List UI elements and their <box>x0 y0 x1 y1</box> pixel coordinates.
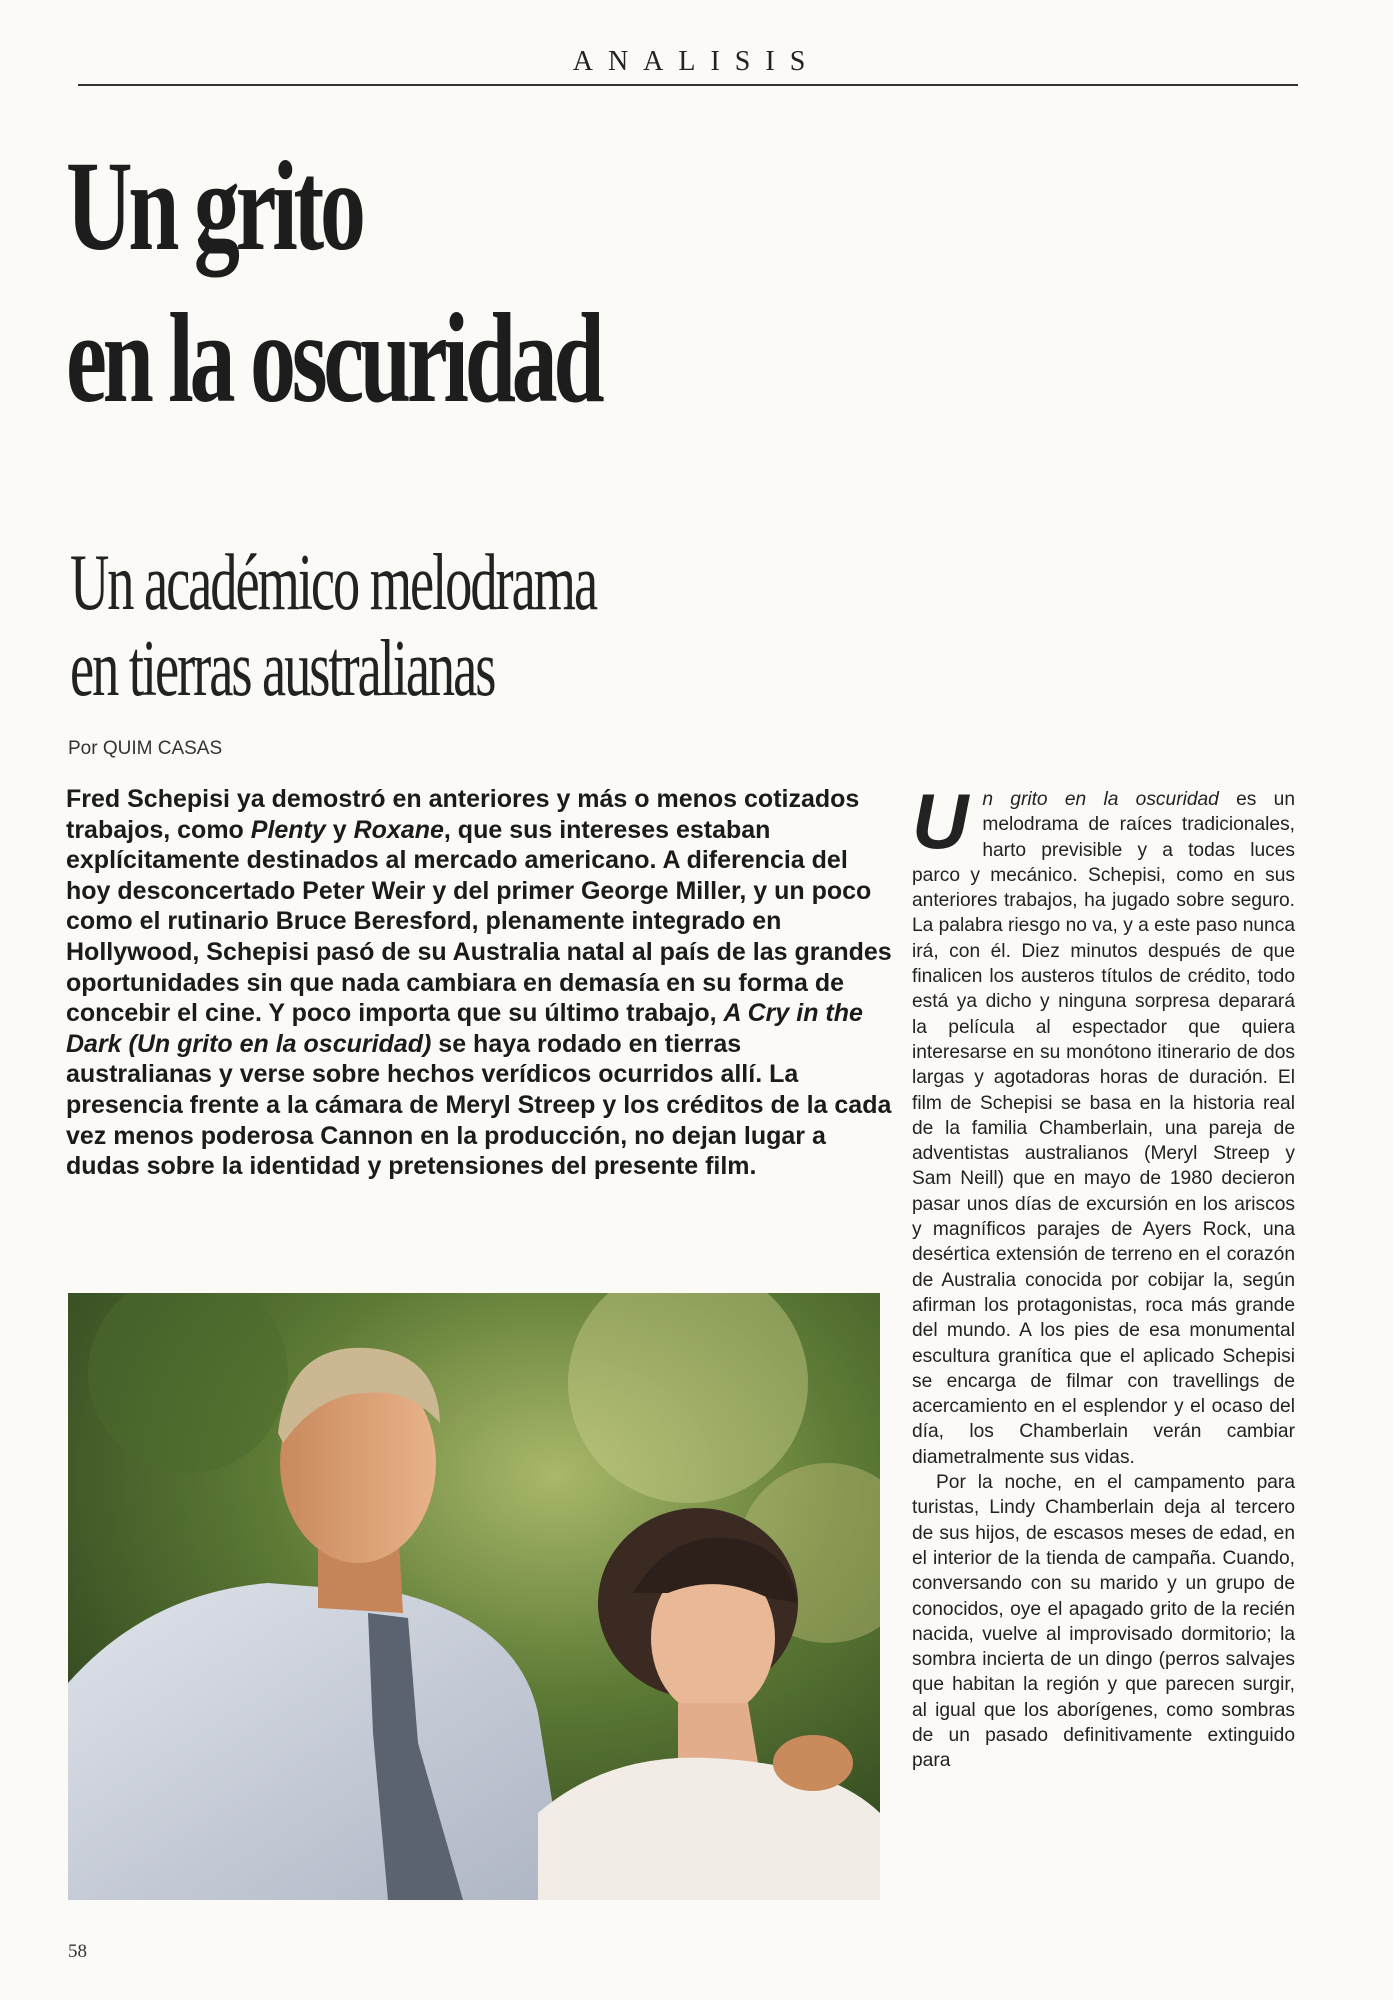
body-column <box>912 777 1295 1774</box>
page-number: 58 <box>68 1941 87 1962</box>
film-still-photo <box>68 1293 880 1900</box>
header-rule <box>78 84 1298 86</box>
section-header: ANALISIS <box>572 46 821 77</box>
lead-text-and: y <box>325 815 354 844</box>
subtitle-line-2: en tierras australianas <box>70 625 495 713</box>
photo-illustration <box>68 1293 880 1900</box>
lead-paragraph <box>66 784 892 1182</box>
lead-text-3: se haya rodado en tierras australianas y verse sobre hechos verídicos ocurridos allí. La presencia frente a la cámara de Meryl Streep y los créditos de la cada vez menos poderosa Cannon en la producción, no dejan lugar a dudas sobre la identidad y pretensiones del presente film. <box>66 1029 892 1181</box>
lead-film-title: A Cry in the Dark (Un grito en la oscuridad) <box>66 999 863 1058</box>
title-line-2: en la oscuridad <box>66 287 601 429</box>
lead-film-plenty: Plenty <box>250 815 326 844</box>
article-title <box>66 130 714 434</box>
body-paragraph-2: Por la noche, en el campamento para turistas, Lindy Chamberlain deja al tercero de sus hijos, de escasos meses de edad, en el interior de la tienda de campaña. Cuando, conversando con su marido y un grupo de conocidos, oye el apagado grito de la recién nacida, vuelve al improvisado dormitorio; la sombra incierta de un dingo (perros salvajes que habitan la región y que parecen surgir, al igual que los aborígenes, como sombras de un pasado definitivamente extinguido para <box>912 1472 1295 1772</box>
body-text-1: es un melodrama de raíces tradicionales, harto previsible y a todas luces parco y mecánico. Schepisi, como en sus anteriores trabajos, ha jugado sobre seguro. La palabra riesgo no va, y a este paso nunca irá, con él. Diez minutos después de que finalicen los austeros títulos de crédito, todo está ya dicho y ninguna sorpresa deparará la película al espectador que quiera interesarse en su monótono itinerario de dos largas y agotadoras horas de duración. El film de Schepisi se basa en la historia real de la familia Chamberlain, una pareja de adventistas australianos (Meryl Streep y Sam Neill) que en mayo de 1980 decieron pasar unos días de excursión en los ariscos y magníficos parajes de Ayers Rock, una desértica extensión de terreno en el corazón de Australia conocida por cobijar la, según afirman los protagonistas, roca más grande del mundo. A los pies de esa monumental escultura granítica que el aplicado Schepisi se encarga de filmar con travellings de acercamiento en el esplendor y el ocaso del día, los Chamberlain verán cambiar diametralmente sus vidas. <box>912 789 1295 1468</box>
title-line-1: Un grito <box>66 135 362 277</box>
lead-film-roxane: Roxane <box>353 815 444 844</box>
drop-cap: U <box>912 777 969 865</box>
subtitle-line-1: Un académico melodrama <box>70 539 597 627</box>
byline: Por QUIM CASAS <box>68 738 223 759</box>
body-paragraph-1 <box>912 777 1295 1470</box>
lead-text-2: , que sus intereses estaban explícitamente destinados al mercado americano. A diferencia del hoy desconcertado Peter Weir y del primer George Miller, y un poco como el rutinario Bruce Beresford, plenamente integrado en Hollywood, Schepisi pasó de su Australia natal al país de las grandes oportunidades sin que nada cambiara en demasía en su forma de concebir el cine. Y poco importa que su último trabajo, <box>66 815 892 1028</box>
article-subtitle <box>70 540 682 712</box>
body-film-title: n grito en la oscuridad <box>982 789 1219 810</box>
lead-text-1: Fred Schepisi ya demostró en anteriores y más o menos cotizados trabajos, como <box>66 785 860 844</box>
